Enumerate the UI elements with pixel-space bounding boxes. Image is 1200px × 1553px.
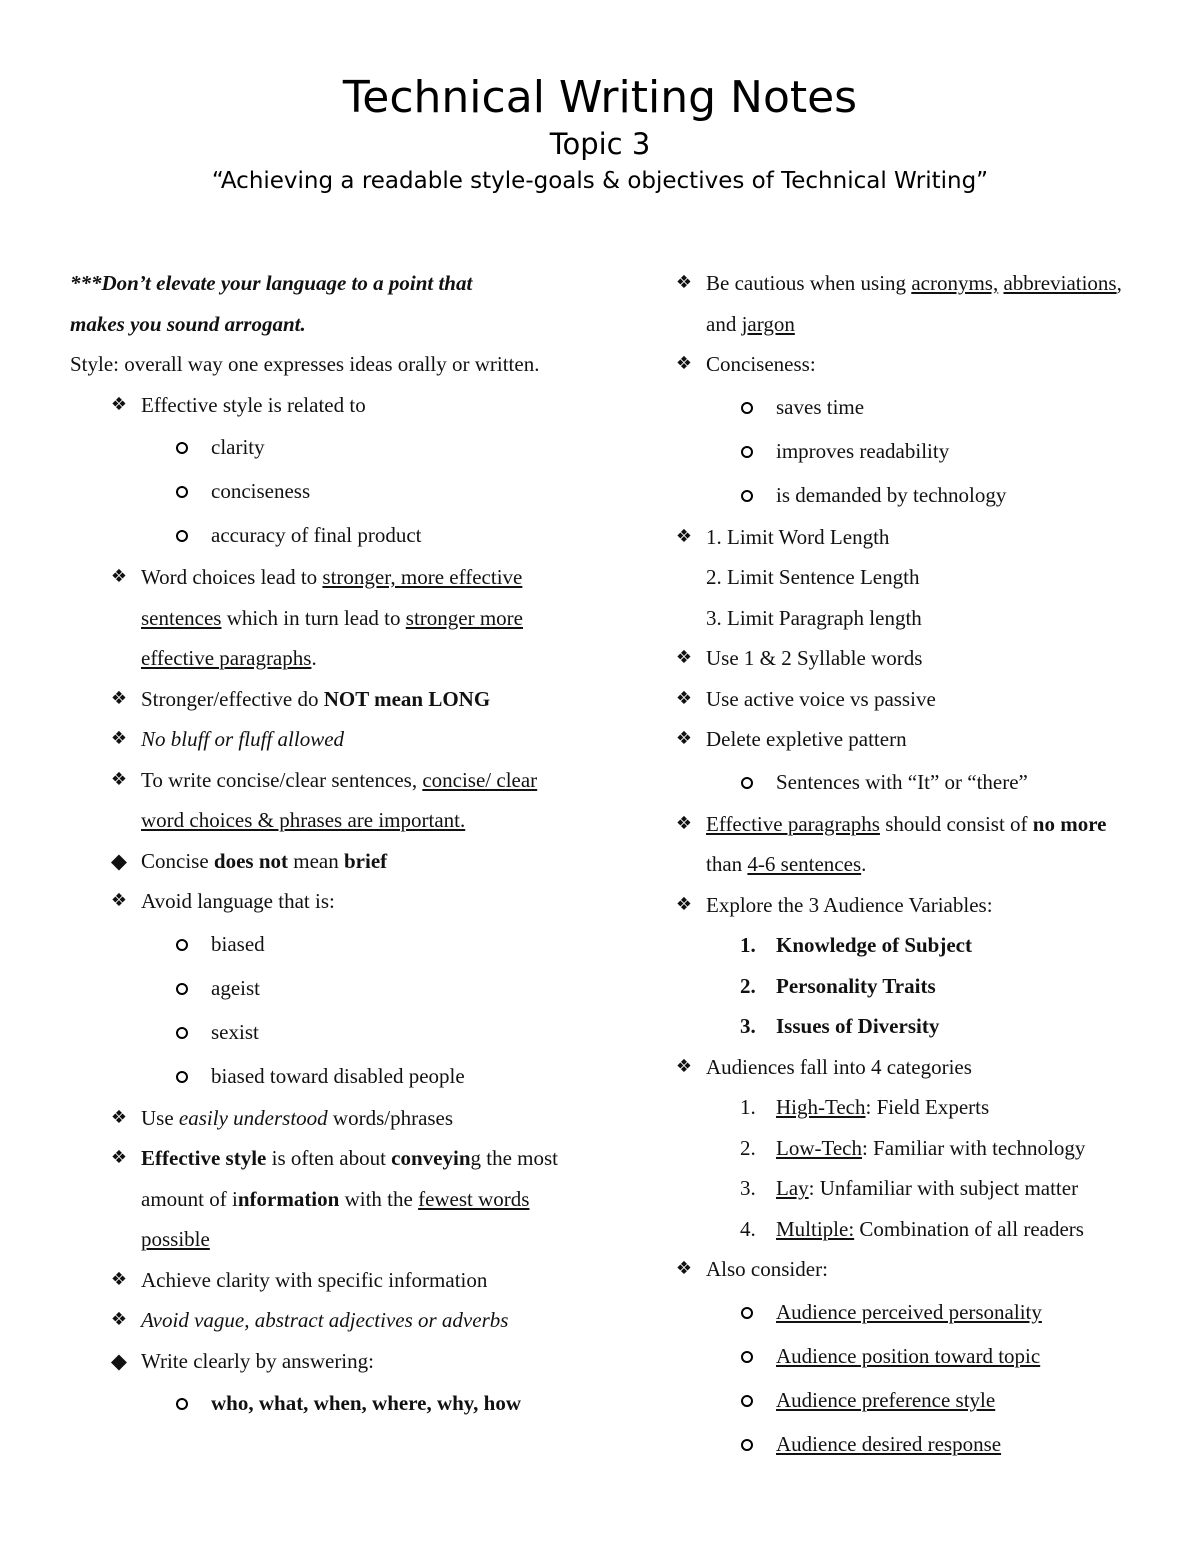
sub-bullet: who, what, when, where, why, how xyxy=(70,1381,566,1425)
sub-bullet: is demanded by technology xyxy=(672,473,1132,517)
bullet-no-bluff: ❖ No bluff or fluff allowed xyxy=(70,719,566,760)
diamond-icon: ❖ xyxy=(110,728,128,749)
diamond-icon: ❖ xyxy=(675,525,693,547)
bullet-effective-style: ❖ Effective style is related to xyxy=(70,385,566,426)
right-column xyxy=(672,263,1132,1466)
numbered-item: 4. Multiple: Combination of all readers xyxy=(740,1216,1084,1241)
bullet-concise-brief: ◆ Concise does not mean brief xyxy=(70,841,566,882)
diamond-icon: ❖ xyxy=(675,272,693,293)
sub-bullet: accuracy of final product xyxy=(70,513,566,557)
diamond-icon: ❖ xyxy=(110,1106,128,1128)
bullet-use-easily: ❖ Use easily understood words/phrases xyxy=(70,1098,566,1139)
numbered-item: 2. Low-Tech: Familiar with technology xyxy=(740,1135,1086,1160)
diamond-icon: ❖ xyxy=(675,1055,693,1077)
circle-icon xyxy=(176,1027,188,1039)
circle-icon xyxy=(741,402,753,414)
diamond-icon: ❖ xyxy=(675,687,693,709)
arrogance-note: ***Don’t elevate your language to a point that makes you sound arrogant. xyxy=(70,271,473,336)
numbered-item: 3. Issues of Diversity xyxy=(740,1014,940,1038)
sub-bullet: biased xyxy=(70,922,566,966)
bullet-paragraphs: ❖ Effective paragraphs should consist of no more than 4-6 sentences. xyxy=(672,804,1132,885)
diamond-icon: ❖ xyxy=(110,768,128,790)
topic-subtitle: Topic 3 xyxy=(549,127,651,161)
bullet-expletive: ❖ Delete expletive pattern xyxy=(672,719,1132,760)
diamond-icon: ❖ xyxy=(110,1147,128,1168)
bullet-cautious: ❖ Be cautious when using acronyms, abbreviations, and jargon xyxy=(672,263,1132,344)
diamond-icon: ❖ xyxy=(675,647,693,668)
page-title: Technical Writing Notes xyxy=(342,72,858,123)
numbered-item: 2. Personality Traits xyxy=(740,973,936,998)
diamond-icon: ❖ xyxy=(110,687,128,709)
circle-icon xyxy=(176,939,188,951)
diamond-icon: ❖ xyxy=(110,393,128,415)
filled-diamond-icon: ◆ xyxy=(110,848,128,873)
circle-icon xyxy=(741,1351,753,1363)
diamond-icon: ❖ xyxy=(675,1258,693,1279)
filled-diamond-icon: ◆ xyxy=(110,1348,128,1373)
bullet-syllable: ❖ Use 1 & 2 Syllable words xyxy=(672,638,1132,679)
diamond-icon: ❖ xyxy=(675,728,693,749)
bullet-avoid-vague: ❖ Avoid vague, abstract adjectives or adverbs xyxy=(70,1300,566,1341)
document-header xyxy=(0,70,1200,200)
circle-icon xyxy=(741,777,753,789)
bullet-stronger: ❖ Stronger/effective do NOT mean LONG xyxy=(70,679,566,720)
circle-icon xyxy=(741,1307,753,1319)
bullet-also-consider: ❖ Also consider: xyxy=(672,1249,1132,1290)
limit-line: 3. Limit Paragraph length xyxy=(706,605,922,630)
sub-bullet: Sentences with “It” or “there” xyxy=(672,760,1132,804)
sub-bullet: Audience perceived personality xyxy=(672,1290,1132,1334)
sub-bullet: sexist xyxy=(70,1010,566,1054)
sub-bullet: saves time xyxy=(672,385,1132,429)
sub-bullet: ageist xyxy=(70,966,566,1010)
diamond-icon: ❖ xyxy=(110,1309,128,1330)
sub-bullet: Audience preference style xyxy=(672,1378,1132,1422)
diamond-icon: ❖ xyxy=(675,353,693,374)
left-column xyxy=(70,263,566,1425)
numbered-item: 3. Lay: Unfamiliar with subject matter xyxy=(740,1176,1079,1200)
bullet-effective-style-conveying: ❖ Effective style is often about conveying the most amount of information with the fewest words possible xyxy=(70,1138,566,1260)
diamond-icon: ❖ xyxy=(110,890,128,911)
sub-bullet: conciseness xyxy=(70,469,566,513)
limit-line: 2. Limit Sentence Length xyxy=(706,565,920,589)
diamond-icon: ❖ xyxy=(675,893,693,915)
circle-icon xyxy=(176,530,188,542)
circle-icon xyxy=(176,442,188,454)
bullet-word-choices: ❖ Word choices lead to stronger, more effective sentences which in turn lead to stronger more effective paragraphs. xyxy=(70,557,566,679)
bullet-concise-clear: ❖ To write concise/clear sentences, concise/ clear word choices & phrases are important. xyxy=(70,760,566,841)
sub-bullet: improves readability xyxy=(672,429,1132,473)
bullet-conciseness: ❖ Conciseness: xyxy=(672,344,1132,385)
diamond-icon: ❖ xyxy=(110,1268,128,1290)
circle-icon xyxy=(176,486,188,498)
bullet-explore: ❖ Explore the 3 Audience Variables: xyxy=(672,885,1132,926)
diamond-icon: ❖ xyxy=(110,566,128,587)
bullet-limits: ❖ 1. Limit Word Length xyxy=(672,517,1132,558)
sub-bullet: Audience desired response xyxy=(672,1422,1132,1466)
circle-icon xyxy=(176,1398,188,1410)
circle-icon xyxy=(741,490,753,502)
sub-bullet: clarity xyxy=(70,425,566,469)
bullet-avoid-language: ❖ Avoid language that is: xyxy=(70,881,566,922)
bullet-active-voice: ❖ Use active voice vs passive xyxy=(672,679,1132,720)
sub-bullet: biased toward disabled people xyxy=(70,1054,566,1098)
diamond-icon: ❖ xyxy=(675,812,693,834)
topic-tagline: “Achieving a readable style-goals & objectives of Technical Writing” xyxy=(211,168,989,194)
circle-icon xyxy=(741,446,753,458)
bullet-write-clearly: ◆ Write clearly by answering: xyxy=(70,1341,566,1382)
numbered-item: 1. High-Tech: Field Experts xyxy=(740,1095,990,1119)
style-definition: Style: overall way one expresses ideas orally or written. xyxy=(70,352,540,376)
numbered-item: 1. Knowledge of Subject xyxy=(740,933,972,957)
circle-icon xyxy=(741,1439,753,1451)
sub-bullet: Audience position toward topic xyxy=(672,1334,1132,1378)
circle-icon xyxy=(176,983,188,995)
circle-icon xyxy=(741,1395,753,1407)
circle-icon xyxy=(176,1071,188,1083)
bullet-categories: ❖ Audiences fall into 4 categories xyxy=(672,1047,1132,1088)
bullet-clarity: ❖ Achieve clarity with specific information xyxy=(70,1260,566,1301)
